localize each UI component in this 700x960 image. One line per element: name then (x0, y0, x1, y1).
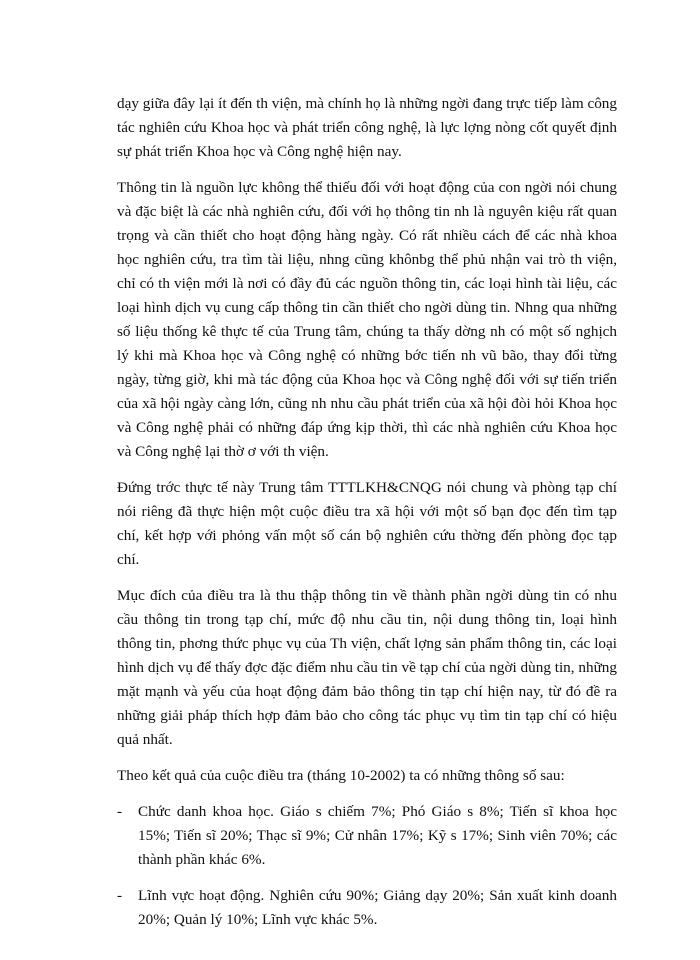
bullet-dash: - (117, 803, 123, 820)
statistics-list (117, 800, 617, 932)
paragraph-2: Thông tin là nguồn lực không thể thiếu đối với hoạt động của con ngời nói chung và đặc biệt là các nhà nghiên cứu, đối với họ thông tin nh là nguyên kiệu rất quan trọng và cần thiết cho hoạt động hàng ngày. Có rất nhiều cách để các nhà khoa học nghiên cứu, tra tìm tài liệu, nhng cũng khônbg thể phủ nhận vai trò th viện, chỉ có th viện mới là nơi có đầy đủ các nguồn thông tin, các loại hình tài liệu, các loại hình dịch vụ cung cấp thông tin cần thiết cho ngời dùng tin. Nhng qua những số liệu thống kê thực tế của Trung tâm, chúng ta thấy dờng nh có một số nghịch lý khi mà Khoa học và Công nghệ có những bớc tiến nh vũ bão, thay đổi từng ngày, từng giờ, khi mà tác động của Khoa học và Công nghệ đối với sự tiến triển của xã hội ngày càng lớn, cũng nh nhu cầu phát triển của xã hội đòi hỏi Khoa học và Công nghệ phải có những đáp ứng kịp thời, thì các nhà nghiên cứu Khoa học và Công nghệ lại thờ ơ với th viện. (117, 179, 617, 460)
list-item (117, 884, 617, 932)
list-item-text: Chức danh khoa học. Giáo s chiếm 7%; Phó Giáo s 8%; Tiến sĩ khoa học 15%; Tiến sĩ 20%; Thạc sĩ 9%; Cử nhân 17%; Kỹ s 17%; Sinh viên 70%; các thành phần khác 6%. (138, 803, 617, 868)
list-item (117, 800, 617, 872)
document-page (117, 92, 617, 944)
paragraph-1: dạy giữa đây lại ít đến th viện, mà chính họ là những ngời đang trực tiếp làm công tác nghiên cứu Khoa học và phát triển công nghệ, là lực lợng nòng cốt quyết định sự phát triển Khoa học và Công nghệ hiện nay. (117, 95, 617, 160)
list-item-text: Lĩnh vực hoạt động. Nghiên cứu 90%; Giảng dạy 20%; Sản xuất kinh doanh 20%; Quản lý 10%; Lĩnh vực khác 5%. (138, 887, 617, 928)
paragraph-5: Theo kết quả của cuộc điều tra (tháng 10-2002) ta có những thông số sau: (117, 767, 565, 784)
bullet-dash: - (117, 887, 123, 904)
paragraph-4: Mục đích của điều tra là thu thập thông tin về thành phần ngời dùng tin có nhu cầu thông tin trong tạp chí, mức độ nhu cầu tin, nội dung thông tin, loại hình thông tin, phơng thức phục vụ của Th viện, chất lợng sản phẩm thông tin, các loại hình dịch vụ để thấy đợc đặc điểm nhu cầu tin về tạp chí của ngời dùng tin, những mặt mạnh và yếu của hoạt động đảm bảo thông tin tạp chí hiện nay, từ đó đề ra những giải pháp thích hợp đảm bảo cho công tác phục vụ tìm tin tạp chí có hiệu quả nhất. (117, 587, 617, 748)
paragraph-3: Đứng trớc thực tế này Trung tâm TTTLKH&CNQG nói chung và phòng tạp chí nói riêng đã thực hiện một cuộc điều tra xã hội với một số bạn đọc đến tìm tạp chí, kết hợp với phỏng vấn một số cán bộ nghiên cứu thờng đến phòng đọc tạp chí. (117, 479, 617, 568)
